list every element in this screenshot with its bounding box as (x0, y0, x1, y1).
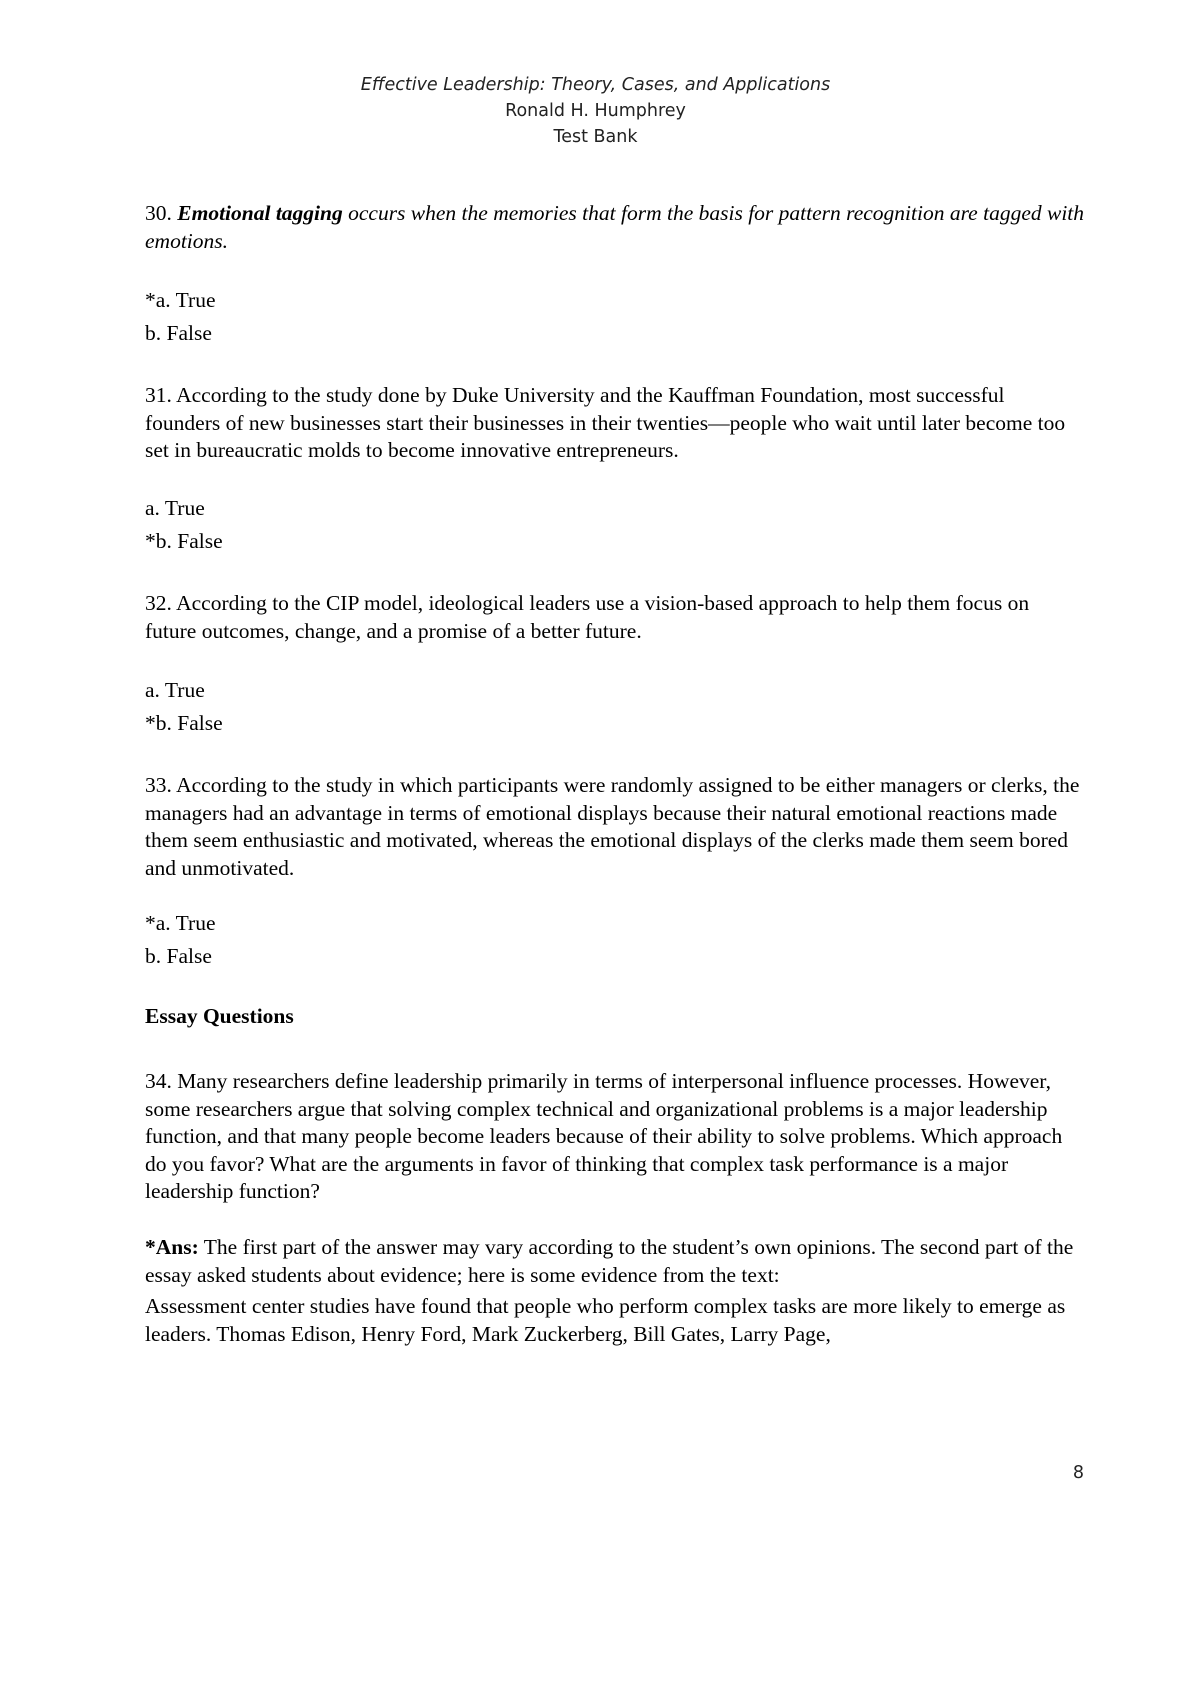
book-author: Ronald H. Humphrey (505, 101, 686, 121)
question-text (145, 382, 1085, 465)
question-text (145, 1068, 1085, 1206)
answer-option: a. True (145, 496, 205, 520)
question-number: 34. (145, 1069, 172, 1093)
answer-option: b. False (145, 321, 212, 345)
key-term: Emotional tagging (177, 201, 343, 225)
question-body: According to the study in which participants were randomly assigned to be either managers or clerks, the managers had an advantage in terms of emotional displays because their natural emotional reactions made them seem enthusiastic and motivated, whereas the emotional displays of the clerks made them seem bored and unmotivated. (145, 773, 1080, 880)
question-body: occurs when the memories that form the basis for pattern recognition are tagged with emotions. (145, 201, 1085, 253)
answer-option: b. False (145, 944, 212, 968)
answer-label: *Ans: (145, 1235, 199, 1259)
question-33 (145, 772, 1085, 882)
answer-continued: Assessment center studies have found that people who perform complex tasks are more likely to emerge as leaders. Thomas Edison, Henry Ford, Mark Zuckerberg, Bill Gates, Larry Page, (145, 1294, 1066, 1346)
question-32 (145, 590, 1085, 645)
running-header (0, 72, 1191, 150)
question-text (145, 590, 1085, 645)
answer-option: *b. False (145, 529, 223, 553)
question-32-options (145, 674, 1085, 740)
question-text (145, 772, 1085, 882)
essay-answer (145, 1234, 1085, 1348)
question-body: Many researchers define leadership primarily in terms of interpersonal influence processes. However, some researchers argue that solving complex technical and organizational problems is a major leadership function, and that many people become leaders because of their ability to solve problems. Which approach do you favor? What are the arguments in favor of thinking that complex task performance is a major leadership function? (145, 1069, 1063, 1203)
question-number: 31. (145, 383, 172, 407)
question-31-options (145, 492, 1085, 558)
question-30-options (145, 284, 1085, 350)
page-number: 8 (1072, 1463, 1084, 1483)
question-body: According to the study done by Duke University and the Kauffman Foundation, most successful founders of new businesses start their businesses in their twenties—people who wait until later become too set in bureaucratic molds to become innovative entrepreneurs. (145, 383, 1066, 462)
question-body: According to the CIP model, ideological leaders use a vision-based approach to help them focus on future outcomes, change, and a promise of a better future. (145, 591, 1030, 643)
question-33-options (145, 907, 1085, 973)
answer-option: *b. False (145, 711, 223, 735)
question-number: 30. (145, 201, 172, 225)
book-title: Effective Leadership: Theory, Cases, and Applications (360, 75, 831, 95)
question-31 (145, 382, 1085, 465)
section-heading: Essay Questions (145, 1004, 294, 1028)
question-34 (145, 1068, 1085, 1206)
question-number: 33. (145, 773, 172, 797)
book-subtitle: Test Bank (553, 127, 638, 147)
question-text (145, 200, 1085, 255)
answer-option: *a. True (145, 911, 216, 935)
question-number: 32. (145, 591, 172, 615)
answer-option: a. True (145, 678, 205, 702)
question-30 (145, 200, 1085, 255)
answer-text (145, 1234, 1085, 1289)
answer-option: *a. True (145, 288, 216, 312)
answer-body: The first part of the answer may vary according to the student’s own opinions. The second part of the essay asked students about evidence; here is some evidence from the text: (145, 1235, 1074, 1287)
